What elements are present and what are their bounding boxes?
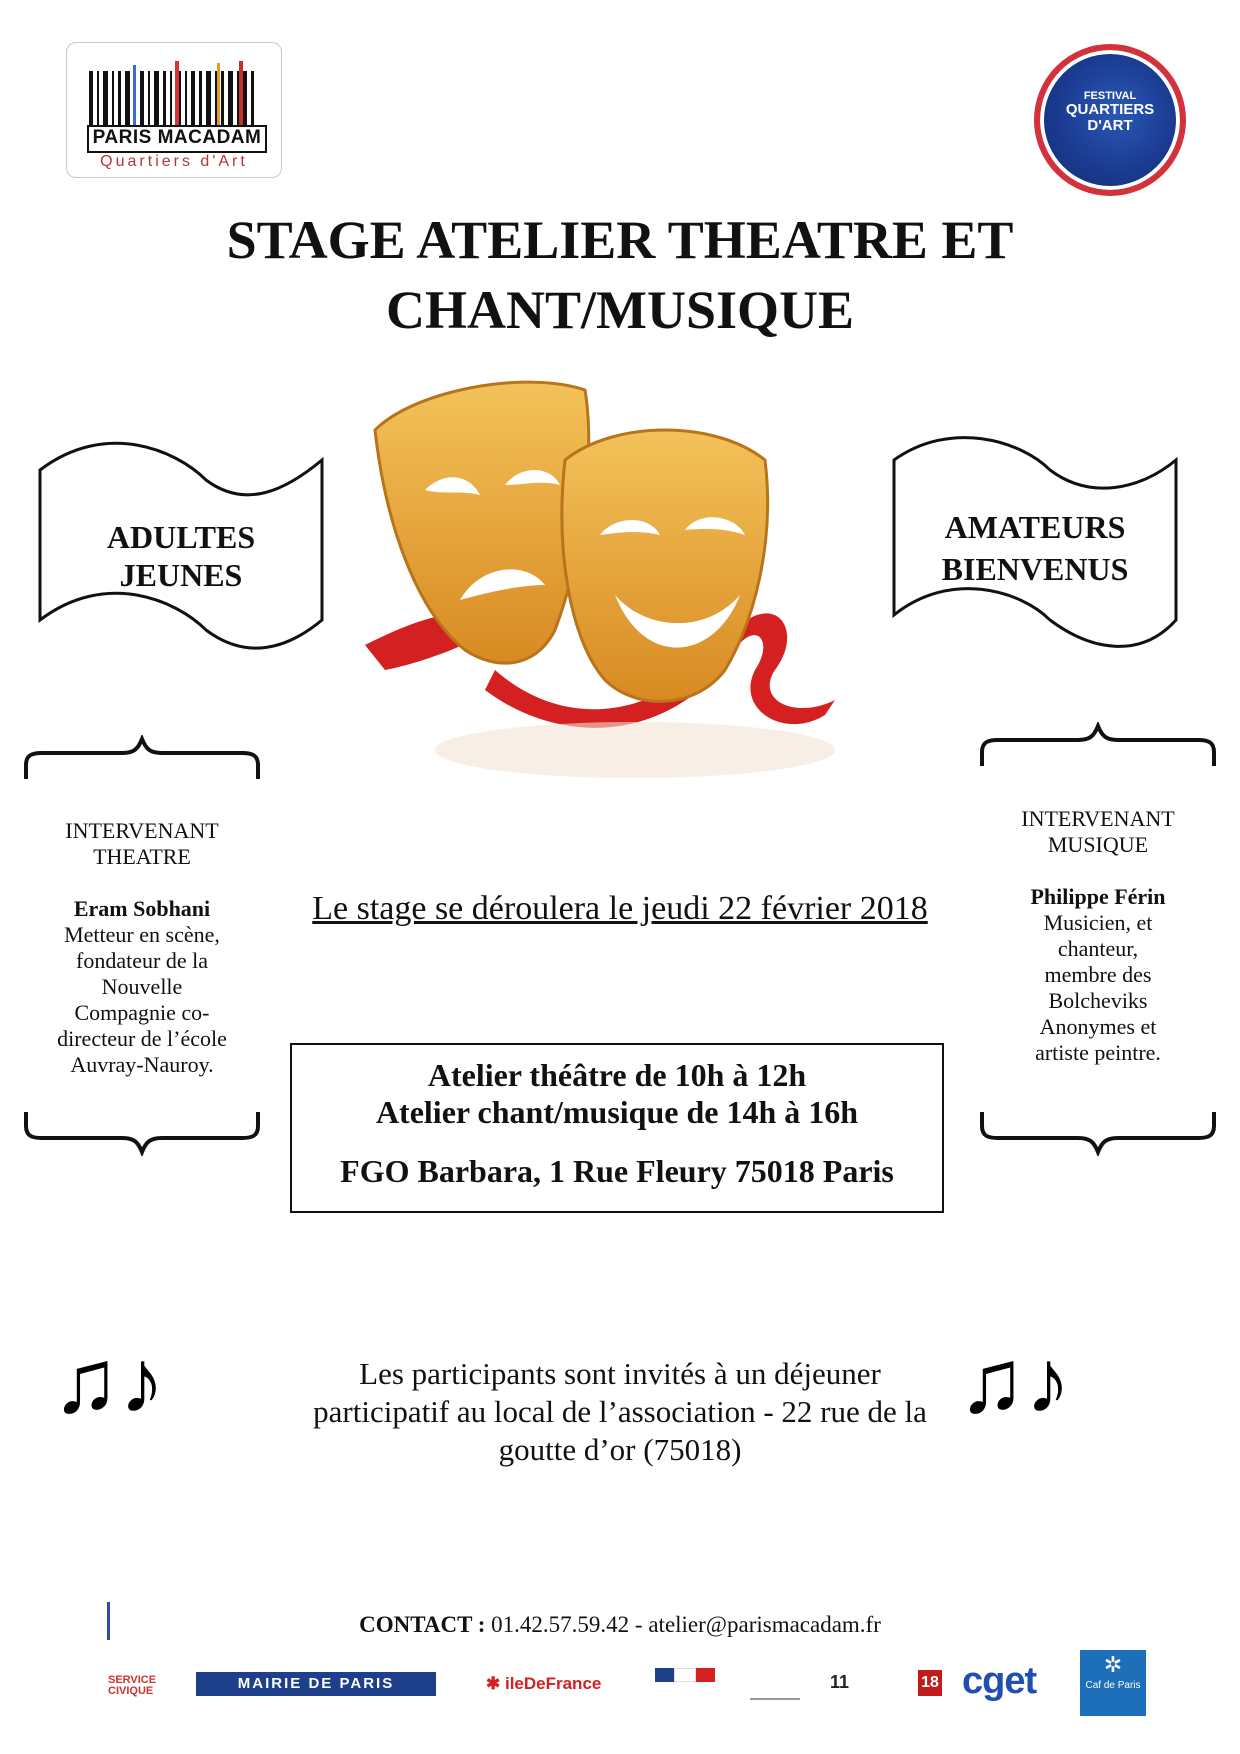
theatre-bio-line: Auvray-Nauroy.: [70, 1052, 214, 1077]
flag-jeunes: JEUNES: [119, 557, 243, 593]
cget-text: cget: [962, 1660, 1037, 1702]
lunch-invitation: [240, 1355, 1000, 1469]
schedule-venue: FGO Barbara, 1 Rue Fleury 75018 Paris: [340, 1153, 894, 1189]
caf-paris-logo: [1080, 1650, 1146, 1716]
arrondissement-18-logo: [918, 1670, 942, 1696]
amateurs-flag: [890, 430, 1180, 650]
cget-logo: [962, 1660, 1036, 1703]
theatre-bio-line: Nouvelle: [101, 974, 183, 999]
arrondissement-11-logo: [830, 1672, 849, 1693]
lunch-line3: goutte d’or (75018): [498, 1432, 742, 1467]
event-date: Le stage se déroulera le jeudi 22 février 2018: [312, 890, 928, 927]
festival-name-line2: D'ART: [1087, 117, 1133, 134]
lunch-line1: Les participants sont invités à un déjeuner: [359, 1356, 881, 1391]
caf-text: Caf de Paris: [1085, 1680, 1141, 1691]
logo-tagline: Quartiers d'Art: [100, 153, 248, 170]
musique-bio-line: membre des: [1044, 962, 1152, 987]
paris-logo-small: [750, 1666, 800, 1700]
barcode-graphic: [89, 61, 259, 127]
heading-intervenant: INTERVENANT: [1021, 806, 1175, 831]
heading-theatre: THEATRE: [93, 844, 191, 869]
service-civique-text: SERVICE CIVIQUE: [108, 1674, 157, 1697]
left-top-brace: [22, 735, 262, 781]
musique-bio-line: artiste peintre.: [1035, 1040, 1161, 1065]
contact-label: CONTACT :: [359, 1612, 486, 1637]
musique-bio-line: Bolcheviks: [1048, 988, 1148, 1013]
festival-name-line1: QUARTIERS: [1065, 101, 1155, 118]
theatre-bio-line: Compagnie co-: [74, 1000, 210, 1025]
lunch-line2: participatif au local de l’association - 22 rue de la: [313, 1394, 927, 1429]
musique-bio-line: Anonymes et: [1039, 1014, 1157, 1039]
mairie-text: MAIRIE DE PARIS: [237, 1675, 395, 1692]
schedule-theatre: Atelier théâtre de 10h à 12h: [427, 1057, 807, 1093]
musique-intervenant-name: Philippe Férin: [1030, 884, 1166, 909]
flag-adultes: ADULTES: [106, 519, 256, 555]
theatre-masks-illustration: [355, 370, 865, 820]
iledefrance-text: ileDeFrance: [504, 1674, 602, 1693]
musique-bio-line: chanteur,: [1057, 936, 1139, 961]
schedule-musique: Atelier chant/musique de 14h à 16h: [375, 1094, 859, 1130]
festival-label: FESTIVAL: [1083, 90, 1137, 102]
theatre-intervenant-name: Eram Sobhani: [73, 896, 211, 921]
intervenant-musique-block: [988, 806, 1208, 1066]
flag-bienvenus: BIENVENUS: [941, 551, 1129, 587]
republique-francaise-logo: [655, 1668, 715, 1688]
schedule-box: [290, 1043, 944, 1213]
text-cursor-mark: [107, 1602, 110, 1640]
music-notes-icon: ♫♪: [958, 1333, 1071, 1432]
caf-star-icon: ✲: [1103, 1652, 1123, 1677]
title-line2: CHANT/MUSIQUE: [385, 280, 855, 340]
logo-name: PARIS MACADAM: [87, 125, 267, 153]
right-top-brace: [978, 722, 1218, 768]
flag-amateurs: AMATEURS: [944, 509, 1126, 545]
theatre-bio-line: Metteur en scène,: [64, 922, 220, 947]
theatre-bio-line: fondateur de la: [76, 948, 208, 973]
heading-intervenant: INTERVENANT: [65, 818, 219, 843]
title-line1: STAGE ATELIER THEATRE ET: [226, 210, 1014, 270]
musique-bio-line: Musicien, et: [1043, 910, 1153, 935]
arr18-text: 18: [921, 1674, 939, 1691]
iledefrance-logo: ✱ ileDeFrance: [486, 1674, 602, 1693]
left-bottom-brace: [22, 1110, 262, 1156]
heading-musique: MUSIQUE: [1047, 832, 1149, 857]
service-civique-logo: [108, 1675, 178, 1697]
paris-macadam-logo: [66, 42, 282, 178]
contact-separator: -: [634, 1612, 643, 1637]
intervenant-theatre-block: [32, 818, 252, 1078]
contact-phone[interactable]: 01.42.57.59.42: [491, 1612, 630, 1637]
arr11-text: 11: [830, 1672, 850, 1692]
audience-flag: [36, 430, 326, 650]
right-bottom-brace: [978, 1110, 1218, 1156]
music-notes-icon: ♫♪: [52, 1333, 165, 1432]
theatre-bio-line: directeur de l’école: [57, 1026, 227, 1051]
contact-email[interactable]: atelier@parismacadam.fr: [648, 1612, 881, 1637]
festival-quartiers-dart-logo: [1034, 44, 1186, 196]
mairie-de-paris-logo: [196, 1672, 436, 1696]
contact-line: [200, 1612, 1040, 1638]
page-title: [150, 205, 1090, 345]
